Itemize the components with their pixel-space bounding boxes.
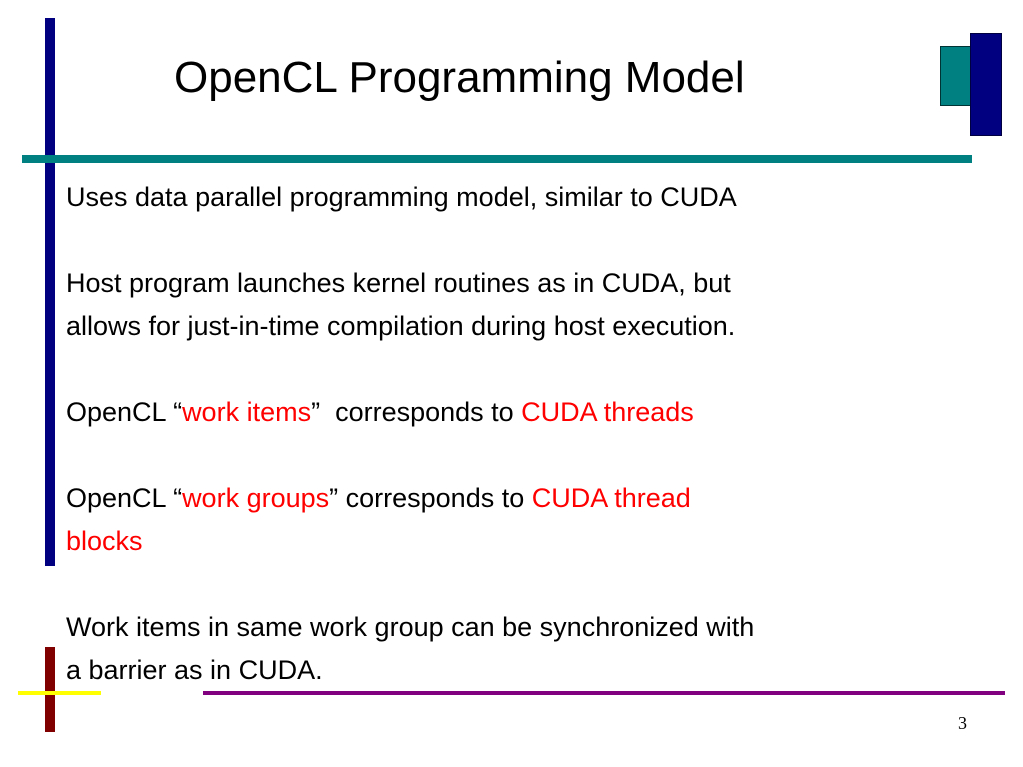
- yellow-footer-rule: [18, 691, 101, 695]
- bullet-text-line1: Work items in same work group can be synchronized with: [66, 612, 755, 642]
- title-underline-rule: [22, 155, 972, 163]
- bullet-data-parallel: [66, 176, 1001, 219]
- term-blocks: blocks: [66, 526, 143, 556]
- blue-bar-decoration: [970, 33, 1002, 136]
- bullet-work-items: [66, 391, 1001, 434]
- left-accent-bar: [45, 18, 55, 566]
- bullet-host-program: [66, 262, 1001, 348]
- bullet-prefix: OpenCL “: [66, 483, 183, 513]
- bullet-prefix: OpenCL “: [66, 397, 183, 427]
- term-work-groups: work groups: [182, 483, 330, 513]
- bullet-work-groups: [66, 477, 1001, 563]
- term-cuda-thread: CUDA thread: [531, 483, 691, 513]
- bullet-synchronization: [66, 606, 1001, 692]
- corner-accent-bar: [45, 647, 55, 732]
- bullet-text-line1: Host program launches kernel routines as in CUDA, but: [66, 268, 731, 298]
- purple-footer-rule: [203, 691, 1005, 695]
- term-work-items: work items: [182, 397, 312, 427]
- bullet-text: Uses data parallel programming model, similar to CUDA: [66, 182, 737, 212]
- slide-body: [66, 176, 1001, 692]
- page-number: 3: [958, 713, 967, 733]
- slide-title: OpenCL Programming Model: [174, 53, 745, 102]
- bullet-text-line2: a barrier as in CUDA.: [66, 655, 323, 685]
- bullet-text-line2: allows for just-in-time compilation during host execution.: [66, 311, 736, 341]
- bullet-middle: ” corresponds to: [329, 483, 532, 513]
- bullet-middle: ” corresponds to: [311, 397, 522, 427]
- term-cuda-threads: CUDA threads: [521, 397, 694, 427]
